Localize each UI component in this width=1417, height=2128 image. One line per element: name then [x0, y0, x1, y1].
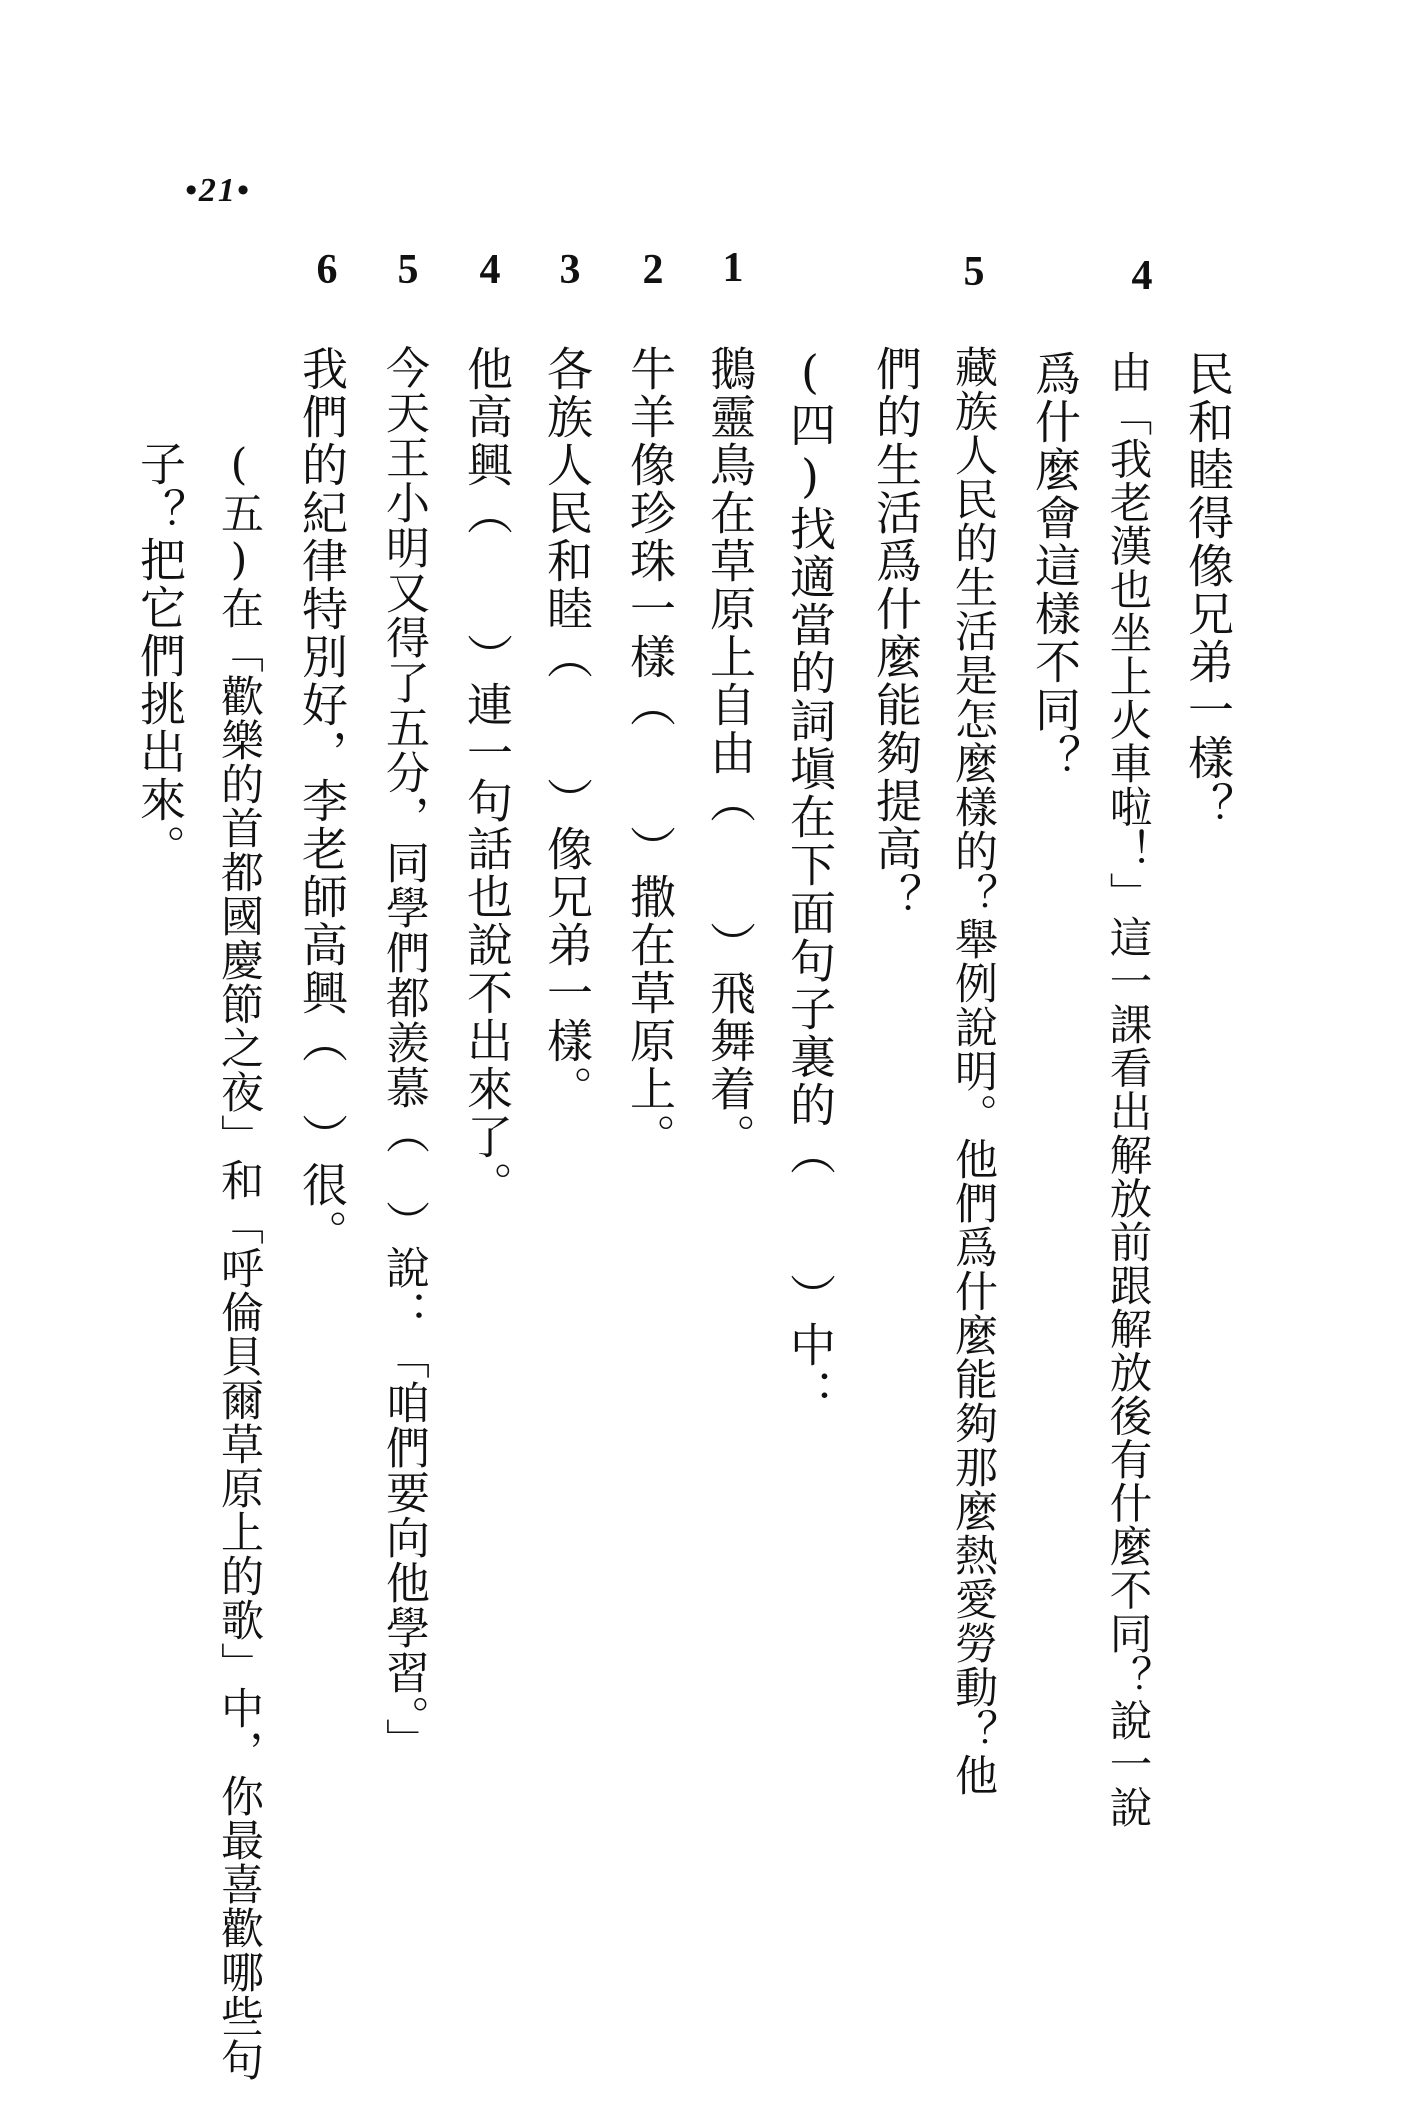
exercise-number-4: 4 — [479, 247, 501, 293]
exercise-number-2: 2 — [642, 247, 664, 293]
text-line-2: 由「我老漢也坐上火車啦！」這一課看出解放前跟解放後有什麼不同？說一說 — [1102, 350, 1152, 1829]
text-line-7: 鵝靈鳥在草原上自由（ ）飛舞着。 — [703, 345, 757, 1161]
text-line-6: (四)找適當的詞塡在下面句子裏的（ ）中： — [783, 345, 837, 1417]
exercise-number-1: 1 — [722, 245, 744, 291]
text-line-1: 民和睦得像兄弟一樣？ — [1181, 350, 1235, 830]
text-line-13: (五)在「歡樂的首都國慶節之夜」和「呼倫貝爾草原上的歌」中，你最喜歡哪些句 — [214, 440, 264, 2082]
text-line-8: 牛羊像珍珠一樣（ ）撒在草原上。 — [623, 345, 677, 1161]
text-line-4: 藏族人民的生活是怎麼樣的？舉例說明。他們爲什麼能夠那麼熱愛勞動？他 — [948, 345, 998, 1797]
text-line-10: 他高興（ ）連一句話也說不出來了。 — [460, 345, 514, 1209]
text-line-14: 子？把它們挑出來。 — [133, 440, 187, 872]
exercise-number-5: 5 — [397, 247, 419, 293]
text-line-9: 各族人民和睦（ ）像兄弟一樣。 — [540, 345, 594, 1113]
text-line-3: 爲什麼會這樣不同？ — [1028, 350, 1082, 782]
exercise-number-6: 6 — [316, 247, 338, 293]
text-line-5: 們的生活爲什麼能夠提高？ — [869, 345, 923, 921]
text-line-12: 我們的紀律特別好，李老師高興（ ）很。 — [295, 345, 349, 1257]
question-number-5: 5 — [963, 249, 985, 295]
text-line-11: 今天王小明又得了五分，同學們都羨慕（ ）說：「咱們要向他學習。」 — [378, 345, 429, 1763]
page-number: •21• — [185, 172, 251, 209]
question-number-4: 4 — [1131, 253, 1153, 299]
exercise-number-3: 3 — [559, 247, 581, 293]
